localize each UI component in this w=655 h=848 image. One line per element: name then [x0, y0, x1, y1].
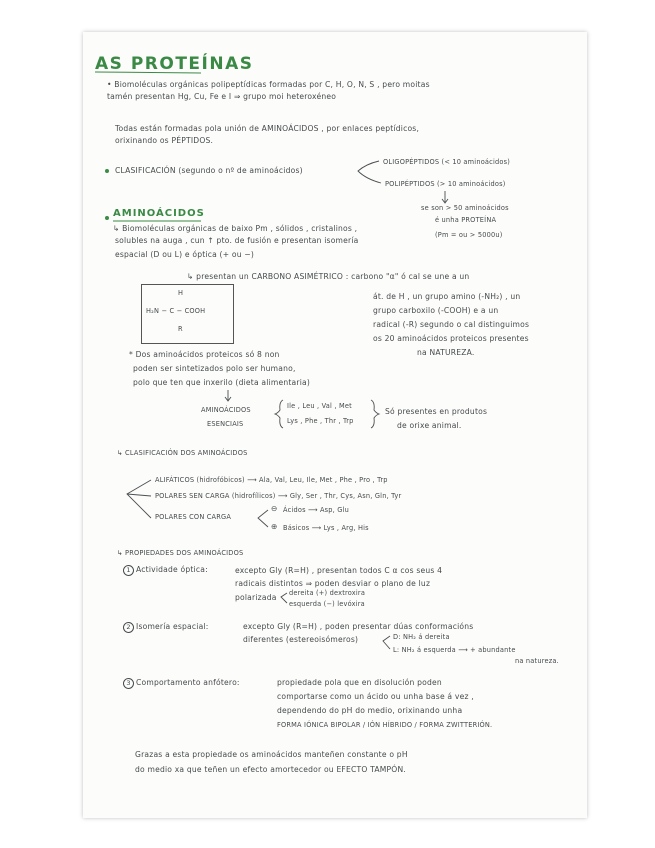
aminoacids-right-5: na NATUREZA. — [417, 348, 475, 357]
aminoacids-line-4: ↳ presentan un CARBONO ASIMÉTRICO : carbono "α" ó cal se une a un — [187, 272, 470, 281]
property-2-branch-1: D: NH₂ á dereita — [393, 633, 450, 641]
acidic-line: Ácidos ⟶ Asp, Glu — [283, 506, 349, 514]
aminoacids-line-3: espacial (D ou L) e óptica (+ ou −) — [115, 250, 255, 259]
basic-plus-icon: ⊕ — [271, 522, 278, 531]
property-2-branch-2: L: NH₂ á esquerda ⟶ + abundante — [393, 646, 516, 654]
intro-line-2: tamén presentan Hg, Cu, Fe e I ⇒ grupo moi heteroxéneo — [107, 92, 337, 101]
oligopeptides-label: OLIGOPÉPTIDOS (< 10 aminoácidos) — [383, 158, 511, 166]
properties-heading: ↳ PROPIEDADES DOS AMINOÁCIDOS — [117, 549, 244, 557]
property-1-label: Actividade óptica: — [136, 565, 208, 574]
property-3-label: Comportamento anfótero: — [136, 678, 240, 687]
number-1-icon: 1 — [123, 565, 134, 576]
protein-note-3: (Pm = ou > 5000u) — [435, 231, 503, 239]
final-line-2: do medio xa que teñen un efecto amortecedor ou EFECTO TAMPÓN. — [135, 765, 406, 774]
intro-line-3: Todas están formadas pola unión de AMINOÁCIDOS , por enlaces peptídicos, — [115, 124, 420, 133]
protein-note-2: é unha PROTEÍNA — [435, 216, 497, 224]
property-1-branch-2: esquerda (−) levóxira — [289, 600, 365, 608]
aminoacids-right-4: os 20 aminoácidos proteicos presentes — [373, 334, 529, 343]
aminoacids-right-1: át. de H , un grupo amino (-NH₂) , un — [373, 292, 521, 301]
property-3-line-4: FORMA IÓNICA BIPOLAR / IÓN HÍBRIDO / FORMA ZWITTERIÓN. — [277, 721, 493, 729]
intro-line-1: • Biomoléculas orgánicas polipeptídicas formadas por C, H, O, N, S , pero moitas — [107, 80, 430, 89]
page-title: AS PROTEÍNAS — [95, 54, 254, 74]
property-3-line-3: dependendo do pH do medio, orixinando unha — [277, 706, 463, 715]
essential-list-1: Ile , Leu , Val , Met — [287, 402, 352, 410]
essential-side-2: de orixe animal. — [397, 421, 462, 430]
property-2-line-1: excepto Gly (R=H) , poden presentar dúas conformacións — [243, 622, 474, 631]
final-line-1: Grazas a esta propiedade os aminoácidos manteñen constante o pH — [135, 750, 408, 759]
number-3-icon: 3 — [123, 678, 134, 689]
aminoacids-heading: AMINOÁCIDOS — [113, 208, 205, 219]
property-1-line-2: radicais distintos ⇒ poden desviar o plano de luz — [235, 579, 431, 588]
aminoacids-line-2: solubles na auga , cun ↑ pto. de fusión e presentan isomería — [115, 236, 359, 245]
basic-line: Básicos ⟶ Lys , Arg, His — [283, 524, 369, 532]
property-1-branch-1: dereita (+) dextroxira — [289, 589, 366, 597]
notebook-page — [83, 32, 587, 818]
essential-line-2: poden ser sintetizados polo ser humano, — [133, 364, 296, 373]
essential-line-1: * Dos aminoácidos proteicos só 8 non — [129, 350, 280, 359]
aminoacids-right-3: radical (-R) segundo o cal distinguimos — [373, 320, 530, 329]
property-2-line-2: diferentes (estereoisómeros) — [243, 635, 359, 644]
property-1-line-3: polarizada — [235, 593, 277, 602]
essential-label-2: ESENCIAIS — [207, 420, 244, 428]
hand-drawn-strokes — [83, 32, 587, 818]
property-3-line-1: propiedade pola que en disolución poden — [277, 678, 442, 687]
essential-list-2: Lys , Phe , Thr , Trp — [287, 417, 354, 425]
intro-line-4: orixinando os PÉPTIDOS. — [115, 136, 214, 145]
aminoacids-line-1: ↳ Biomoléculas orgánicas de baixo Pm , sólidos , cristalinos , — [113, 224, 358, 233]
essential-line-3: polo que ten que inxerilo (dieta alimentaria) — [133, 378, 311, 387]
aa-classification-heading: ↳ CLASIFICACIÓN DOS AMINOÁCIDOS — [117, 449, 248, 457]
formula-h: H — [178, 289, 184, 297]
property-1-line-1: excepto Gly (R=H) , presentan todos C α cos seus 4 — [235, 566, 443, 575]
aminoacids-right-2: grupo carboxilo (-COOH) e a un — [373, 306, 499, 315]
polar-uncharged-line: POLARES SEN CARGA (hidrofílicos) ⟶ Gly, Ser , Thr, Cys, Asn, Gln, Tyr — [155, 492, 402, 500]
essential-side-1: Só presentes en produtos — [385, 407, 488, 416]
essential-label-1: AMINOÁCIDOS — [201, 406, 251, 414]
formula-r: R — [178, 325, 183, 333]
protein-note-1: se son > 50 aminoácidos — [421, 204, 509, 212]
polypeptides-label: POLIPÉPTIDOS (> 10 aminoácidos) — [385, 180, 506, 188]
acidic-minus-icon: ⊖ — [271, 504, 278, 513]
formula-main: H₂N − C − COOH — [146, 307, 206, 315]
polar-charged-line: POLARES CON CARGA — [155, 513, 232, 521]
number-2-icon: 2 — [123, 622, 134, 633]
property-2-branch-3: na natureza. — [515, 657, 559, 665]
classification-label: CLASIFICACIÓN (segundo o nº de aminoácidos) — [115, 166, 303, 175]
aliphatic-line: ALIFÁTICOS (hidrofóbicos) ⟶ Ala, Val, Leu, Ile, Met , Phe , Pro , Trp — [155, 476, 388, 484]
property-2-label: Isomería espacial: — [136, 622, 209, 631]
property-3-line-2: comportarse como un ácido ou unha base á vez , — [277, 692, 474, 701]
